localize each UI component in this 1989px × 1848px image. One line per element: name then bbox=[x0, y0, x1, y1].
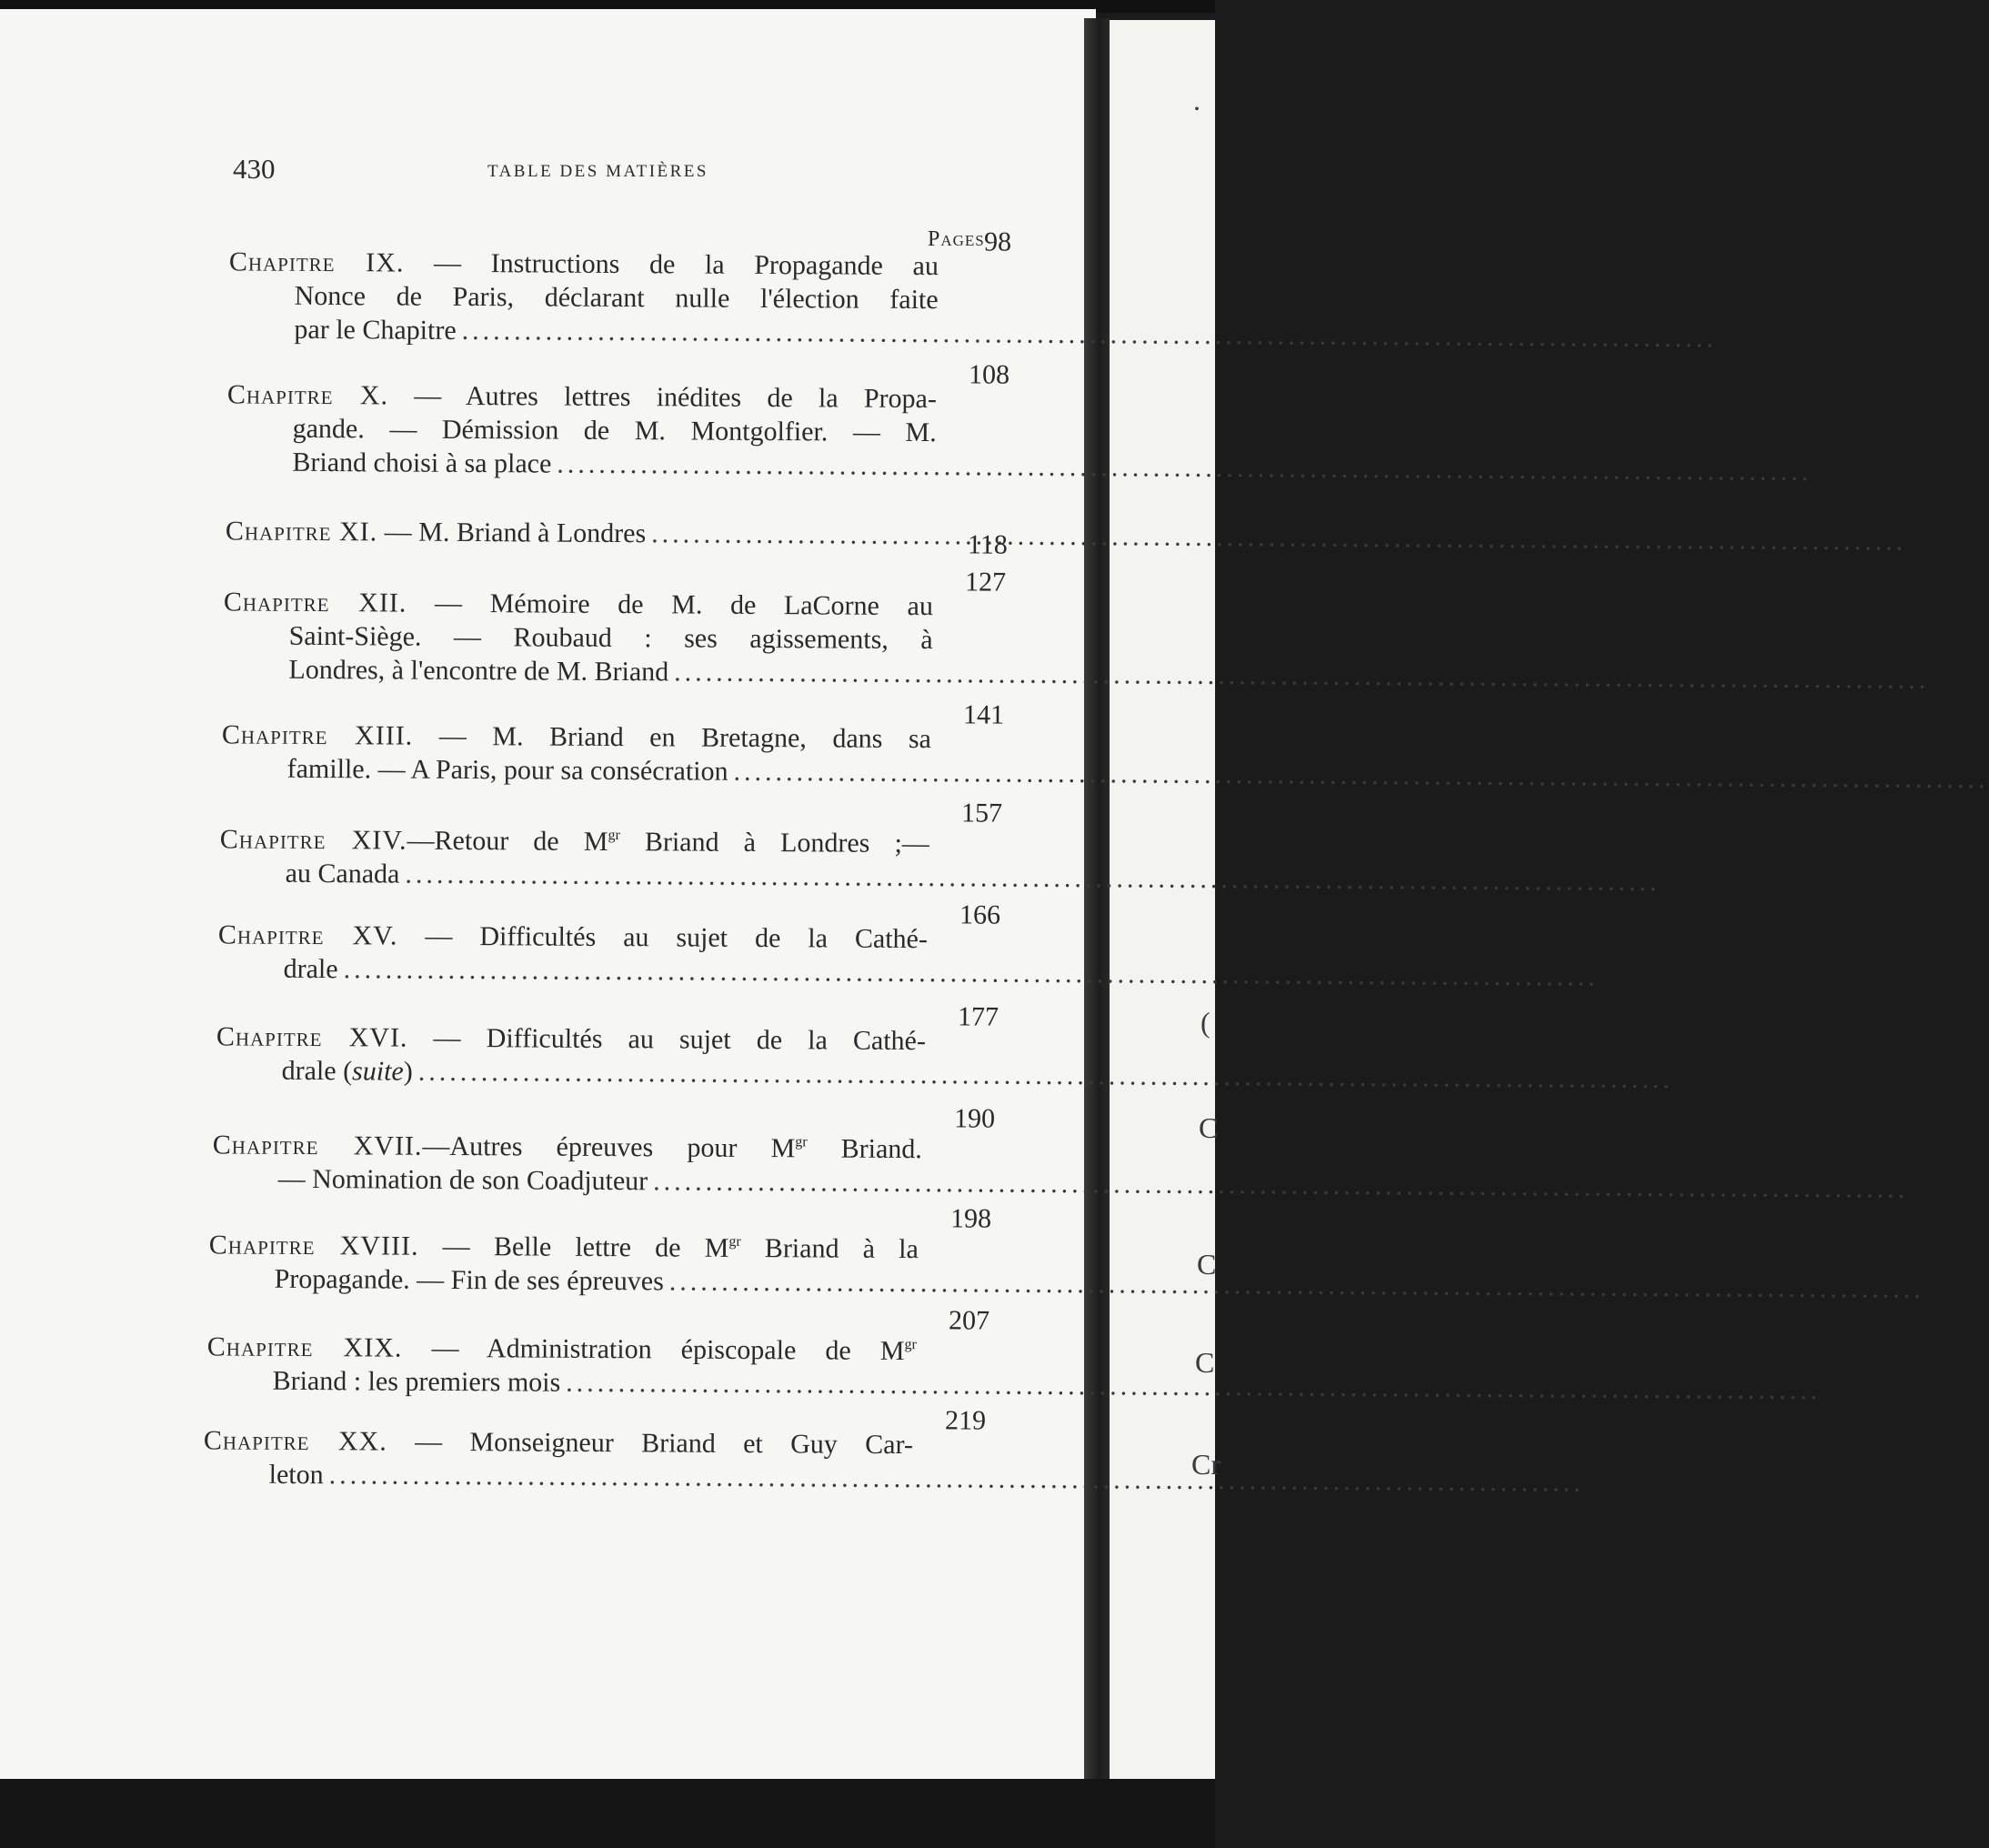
chapter-label: Chapitre XII. bbox=[223, 587, 407, 618]
page-reference: 166 bbox=[959, 899, 1001, 930]
chapter-label: Chapitre XVII. bbox=[212, 1130, 423, 1161]
page-reference: 177 bbox=[957, 1001, 1000, 1032]
running-head: TABLE DES MATIÈRES bbox=[487, 162, 708, 181]
facing-page-edge bbox=[1110, 20, 1215, 1790]
page-reference: 207 bbox=[948, 1305, 990, 1336]
facing-page-glyph: C bbox=[1199, 1111, 1219, 1144]
toc-entry-chapitre-xvi[interactable]: Chapitre XVI. — Difficultés au sujet de la Cathé- drale (suite) ..... 177 bbox=[216, 1019, 999, 1024]
toc-entry-chapitre-xviii[interactable]: Chapitre XVIII. — Belle lettre de $M^{gr}$ Briand à la Propagande. — Fin de ses épreuves ..... 198 bbox=[209, 1221, 991, 1226]
chapter-label: Chapitre XIII. bbox=[221, 719, 414, 751]
chapter-label: Chapitre XIV. bbox=[219, 824, 407, 856]
book-gutter bbox=[1084, 18, 1110, 1792]
chapter-label: Chapitre XVI. bbox=[216, 1021, 408, 1053]
facing-page-glyph: . bbox=[1193, 84, 1200, 116]
page-header bbox=[233, 153, 1006, 189]
page-reference: 219 bbox=[944, 1405, 987, 1436]
page-number: 430 bbox=[233, 153, 276, 185]
toc-entry-chapitre-x[interactable]: Chapitre X. — Autres lettres inédites de la Propa- gande. — Démission de M. Montgolfier. — M. Briand choisi à sa place ..... 108 bbox=[227, 377, 1010, 382]
page-reference: 190 bbox=[953, 1103, 996, 1134]
toc-entry-chapitre-xii[interactable]: Chapitre XII. — Mémoire de M. de LaCorne au Saint-Siège. — Roubaud : ses agissements, à Londres, à l'encontre de M. Briand ..... 127 bbox=[224, 585, 1006, 589]
facing-page-glyph: C bbox=[1195, 1346, 1215, 1379]
toc-entry-chapitre-xix[interactable]: Chapitre XIX. — Administration épiscopale de $M^{gr}$ Briand : les premiers mois ..... 207 bbox=[207, 1323, 989, 1328]
page-reference: 127 bbox=[964, 567, 1007, 598]
pages-column-label: Pages bbox=[928, 227, 985, 251]
chapter-label: Chapitre XV. bbox=[217, 919, 398, 951]
scan-bottom-border bbox=[0, 1779, 1215, 1848]
chapter-label: Chapitre X. bbox=[226, 379, 389, 411]
toc-entry-chapitre-ix[interactable]: Chapitre IX. — Instructions de la Propagande au Nonce de Paris, déclarant nulle l'élection faite par le Chapitre ..... 98 bbox=[229, 245, 1011, 249]
toc-entry-chapitre-xx[interactable]: Chapitre XX. — Monseigneur Briand et Guy Car- leton ..... 219 bbox=[204, 1423, 986, 1428]
superscript: gr bbox=[728, 1233, 741, 1250]
page-reference: 141 bbox=[962, 699, 1005, 730]
toc-entry-chapitre-xvii[interactable]: Chapitre XVII.—Autres épreuves pour $M^{gr}$ Briand. — Nomination de son Coadjuteur ..... 190 bbox=[213, 1121, 995, 1126]
chapter-label: Chapitre XVIII. bbox=[208, 1230, 419, 1261]
toc-entry-chapitre-xv[interactable]: Chapitre XV. — Difficultés au sujet de la Cathé- drale ..... 166 bbox=[218, 918, 1000, 922]
page-reference: 118 bbox=[967, 529, 1008, 560]
superscript: gr bbox=[795, 1134, 808, 1150]
chapter-label: Chapitre IX. bbox=[228, 246, 405, 278]
page-reference: 157 bbox=[960, 798, 1003, 829]
chapter-label: Chapitre XI. bbox=[225, 516, 378, 547]
toc-entry-chapitre-xiv[interactable]: Chapitre XIV.—Retour de $M^{gr}$ Briand à Londres ;— au Canada ..... 157 bbox=[220, 816, 1002, 820]
superscript: gr bbox=[904, 1337, 917, 1353]
facing-page-glyph: C bbox=[1197, 1248, 1217, 1281]
chapter-label: Chapitre XX. bbox=[203, 1425, 387, 1457]
page-reference: 98 bbox=[983, 226, 1012, 257]
toc-entry-chapitre-xiii[interactable]: Chapitre XIII. — M. Briand en Bretagne, dans sa famille. — A Paris, pour sa consécration ..... 141 bbox=[222, 718, 1004, 722]
facing-page-glyph: ( bbox=[1200, 1006, 1210, 1039]
page-reference: 198 bbox=[949, 1203, 992, 1234]
facing-page-glyph: Cr bbox=[1191, 1448, 1221, 1481]
toc-entry-chapitre-xi[interactable]: Chapitre XI. — M. Briand à Londres ..... 118 bbox=[226, 514, 1008, 518]
chapter-label: Chapitre XIX. bbox=[206, 1331, 403, 1363]
superscript: gr bbox=[608, 827, 620, 844]
page-reference: 108 bbox=[968, 359, 1010, 390]
